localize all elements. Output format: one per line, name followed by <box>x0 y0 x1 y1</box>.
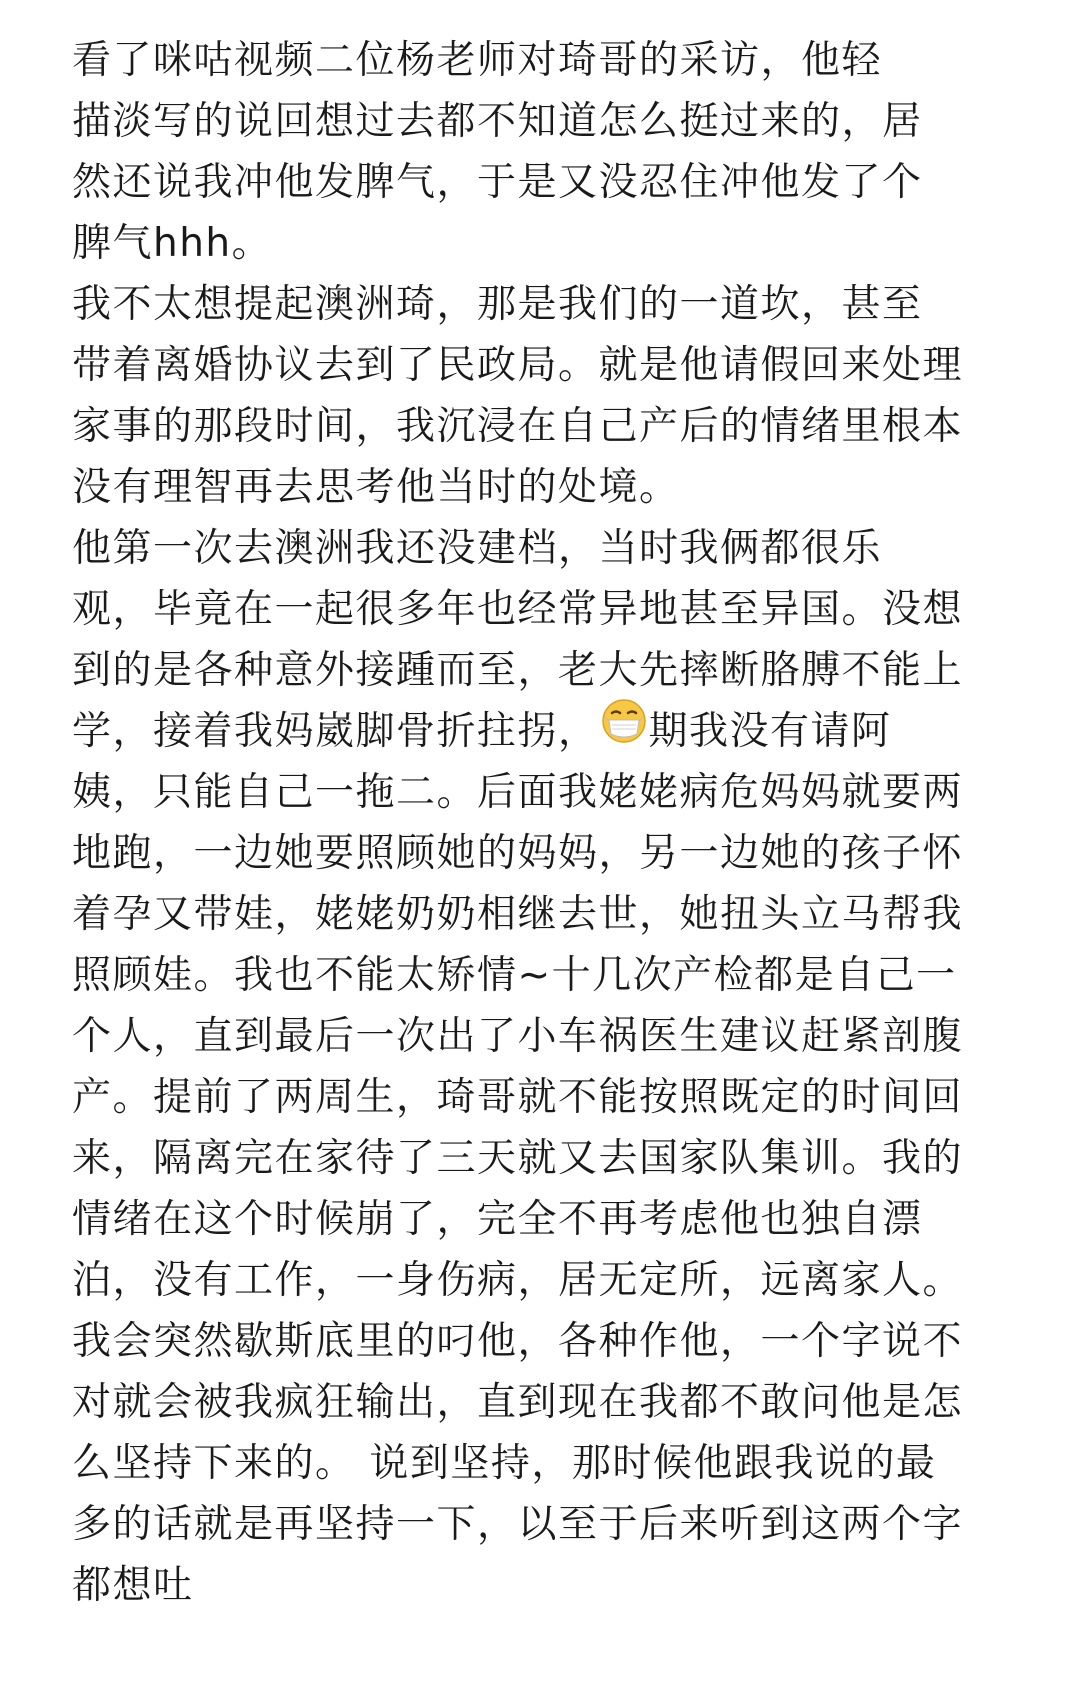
text-line: 我会突然歇斯底里的叼他，各种作他，一个字说不 <box>72 1319 964 1364</box>
mask-face-icon <box>601 698 647 764</box>
text-line: 么坚持下来的。 说到坚持，那时候他跟我说的最 <box>72 1441 937 1486</box>
text-line: 来，隔离完在家待了三天就又去国家队集训。我的 <box>72 1136 964 1181</box>
text-line: 产。提前了两周生，琦哥就不能按照既定的时间回 <box>72 1075 964 1120</box>
text-line: 都想吐 <box>72 1563 194 1608</box>
text-line: 姨，只能自己一拖二。后面我姥姥病危妈妈就要两 <box>72 770 964 815</box>
text-line: 个人，直到最后一次出了小车祸医生建议赶紧剖腹 <box>72 1014 964 1059</box>
text-line: 多的话就是再坚持一下，以至于后来听到这两个字 <box>72 1502 964 1547</box>
text-line: 泊，没有工作，一身伤病，居无定所，远离家人。 <box>72 1258 964 1303</box>
text-line: 没有理智再去思考他当时的处境。 <box>72 465 680 510</box>
text-line: 然还说我冲他发脾气，于是又没忍住冲他发了个 <box>72 160 923 205</box>
text-line: 观，毕竟在一起很多年也经常异地甚至异国。没想 <box>72 587 964 632</box>
text-line: 情绪在这个时候崩了，完全不再考虑他也独自漂 <box>72 1197 923 1242</box>
text-line: 带着离婚协议去到了民政局。就是他请假回来处理 <box>72 343 964 388</box>
text-line: 描淡写的说回想过去都不知道怎么挺过来的，居 <box>72 99 923 144</box>
text-line: 着孕又带娃，姥姥奶奶相继去世，她扭头立马帮我 <box>72 892 964 937</box>
text-line: 他第一次去澳洲我还没建档，当时我俩都很乐 <box>72 526 883 571</box>
text-line: 我不太想提起澳洲琦，那是我们的一道坎，甚至 <box>72 282 923 327</box>
text-segment: 期我没有请阿 <box>648 709 892 754</box>
text-line-with-emoji <box>72 700 892 764</box>
text-line: 对就会被我疯狂输出，直到现在我都不敢问他是怎 <box>72 1380 964 1425</box>
text-line: 地跑，一边她要照顾她的妈妈，另一边她的孩子怀 <box>72 831 964 876</box>
text-line: 到的是各种意外接踵而至，老大先摔断胳膊不能上 <box>72 648 964 693</box>
text-line: 照顾娃。我也不能太矫情~十几次产检都是自己一 <box>72 953 957 998</box>
text-line: 家事的那段时间，我沉浸在自己产后的情绪里根本 <box>72 404 964 449</box>
text-line: 看了咪咕视频二位杨老师对琦哥的采访，他轻 <box>72 38 883 83</box>
text-segment: 学，接着我妈崴脚骨折拄拐， <box>72 709 599 754</box>
text-line: 脾气hhh。 <box>72 221 273 266</box>
